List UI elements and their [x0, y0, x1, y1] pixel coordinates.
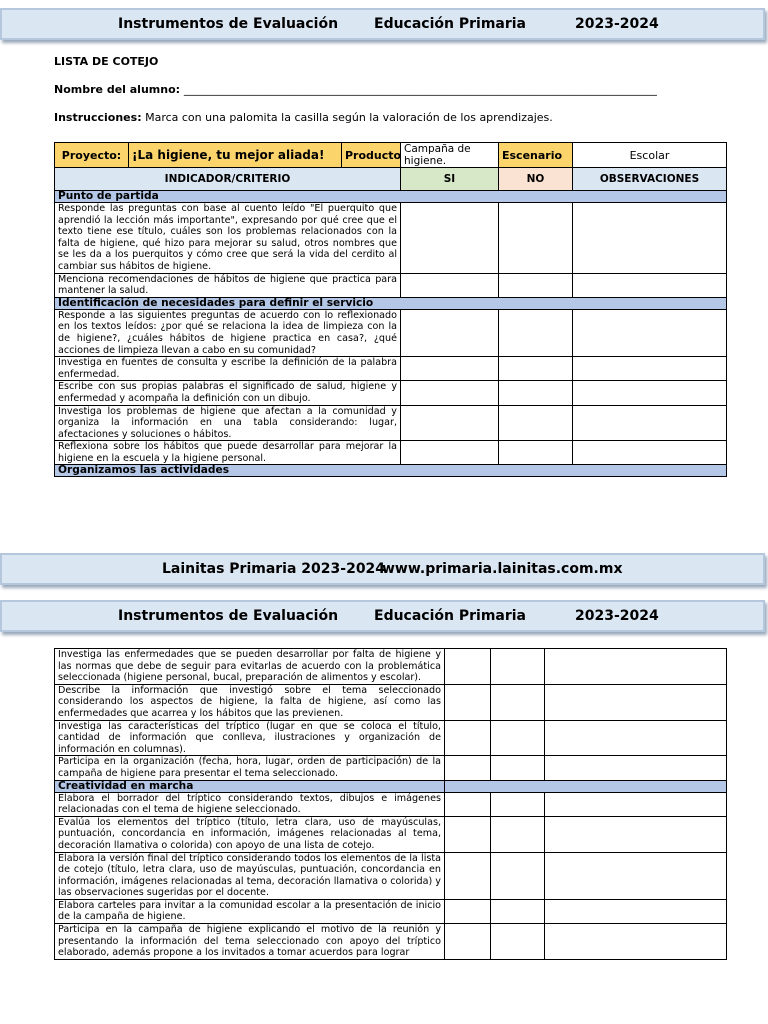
header-year: 2023-2024 — [575, 16, 659, 32]
table-row — [55, 924, 727, 960]
list-title: LISTA DE COTEJO — [54, 55, 159, 68]
si-cell[interactable] — [401, 273, 499, 297]
no-cell[interactable] — [491, 852, 545, 899]
si-cell[interactable] — [401, 357, 499, 381]
observations-cell[interactable] — [573, 203, 727, 274]
no-cell[interactable] — [491, 756, 545, 780]
indicator-cell: Investiga las enfermedades que se pueden desarrollar por falta de higiene y las normas que debe de seguir para evitarlas de acuerdo con la problemática seleccionada (higiene personal, bucal, preparación de alimentos y escolar). — [55, 649, 445, 685]
si-cell[interactable] — [445, 649, 491, 685]
no-cell[interactable] — [499, 381, 573, 405]
si-cell[interactable] — [401, 381, 499, 405]
observations-cell[interactable] — [545, 756, 727, 780]
header-title-2: Instrumentos de Evaluación — [118, 608, 339, 624]
table-row — [55, 899, 727, 923]
section-row — [55, 465, 727, 477]
student-name-blank: ______________________________________________________________________________________ — [183, 83, 657, 96]
indicator-cell: Elabora la versión final del tríptico considerando todos los elementos de la lista de cotejo (título, letra clara, uso de mayúsculas, puntuación, concordancia en información, imágenes relacionadas al tema, decoración llamativa o colorida) y las observaciones sugeridas por el docente. — [55, 852, 445, 899]
header-level: Educación Primaria — [374, 16, 527, 32]
table-row — [55, 792, 727, 816]
si-cell[interactable] — [445, 792, 491, 816]
producto-value: Campaña de higiene. — [401, 143, 499, 168]
table-row — [55, 357, 727, 381]
si-cell[interactable] — [401, 309, 499, 356]
si-cell[interactable] — [445, 899, 491, 923]
no-cell[interactable] — [491, 792, 545, 816]
column-header-row — [55, 168, 727, 191]
observations-cell[interactable] — [573, 405, 727, 441]
indicator-cell: Reflexiona sobre los hábitos que puede desarrollar para mejorar la higiene en la escuela y la higiene personal. — [55, 441, 401, 465]
indicator-cell: Menciona recomendaciones de hábitos de higiene que practica para mantener la salud. — [55, 273, 401, 297]
table-row — [55, 816, 727, 852]
indicator-cell: Participa en la organización (fecha, hora, lugar, orden de participación) de la campaña de higiene para presentar el tema seleccionado. — [55, 756, 445, 780]
col-si: SI — [401, 168, 499, 191]
no-cell[interactable] — [499, 273, 573, 297]
section-title: Organizamos las actividades — [55, 465, 727, 477]
no-cell[interactable] — [499, 441, 573, 465]
observations-cell[interactable] — [545, 684, 727, 720]
indicator-cell: Responde a las siguientes preguntas de acuerdo con lo reflexionado en los textos leídos: ¿por qué se relaciona la idea de limpieza con la de higiene?, ¿cuáles hábitos de higiene practica en casa?, ¿qué acciones de limpieza llevan a cabo en su comunidad? — [55, 309, 401, 356]
section-title: Creatividad en marcha — [55, 780, 445, 792]
proyecto-value: ¡La higiene, tu mejor aliada! — [129, 143, 342, 168]
observations-cell[interactable] — [545, 899, 727, 923]
instructions-label: Instrucciones: — [54, 111, 142, 124]
header-year-2: 2023-2024 — [575, 608, 659, 624]
header-level-2: Educación Primaria — [374, 608, 527, 624]
indicator-cell: Elabora carteles para invitar a la comunidad escolar a la presentación de inicio de la campaña de higiene. — [55, 899, 445, 923]
observations-cell[interactable] — [573, 273, 727, 297]
table-row — [55, 720, 727, 756]
table-row — [55, 273, 727, 297]
observations-cell[interactable] — [545, 792, 727, 816]
no-cell[interactable] — [491, 816, 545, 852]
student-name-line — [54, 83, 657, 96]
si-cell[interactable] — [401, 405, 499, 441]
si-cell[interactable] — [445, 852, 491, 899]
si-cell[interactable] — [445, 684, 491, 720]
section-title: Punto de partida — [55, 191, 727, 203]
table-row — [55, 756, 727, 780]
table-row — [55, 405, 727, 441]
instructions-text: Marca con una palomita la casilla según la valoración de los aprendizajes. — [141, 111, 553, 124]
table-row — [55, 852, 727, 899]
no-cell[interactable] — [491, 720, 545, 756]
col-no: NO — [499, 168, 573, 191]
indicator-cell: Responde las preguntas con base al cuento leído "El puerquito que aprendió la lección más importante", expresando por qué cree que el texto tiene ese título, cuáles son los problemas relacionados con la falta de higiene, qué hizo para mejorar su salud, otros nombres que se les da a los puerquitos y cómo cree que será la vida del cerdito al cambiar sus hábitos de higiene. — [55, 203, 401, 274]
escenario-label: Escenario — [499, 143, 573, 168]
col-indicator: INDICADOR/CRITERIO — [55, 168, 401, 191]
observations-cell[interactable] — [573, 381, 727, 405]
si-cell[interactable] — [445, 756, 491, 780]
observations-cell[interactable] — [545, 924, 727, 960]
page-header-banner-2 — [0, 600, 765, 632]
no-cell[interactable] — [491, 924, 545, 960]
table-row — [55, 684, 727, 720]
indicator-cell: Investiga los problemas de higiene que afectan a la comunidad y organiza la información en una tabla considerando: lugar, afectaciones y soluciones o hábitos. — [55, 405, 401, 441]
no-cell[interactable] — [499, 405, 573, 441]
indicator-cell: Evalúa los elementos del tríptico (título, letra clara, uso de mayúsculas, puntuación, concordancia en información, imágenes relacionadas al tema, decoración llamativa o colorida) con apoyo de una lista de cotejo. — [55, 816, 445, 852]
si-cell[interactable] — [445, 720, 491, 756]
checklist-table-page2 — [54, 648, 727, 960]
page-header-banner — [0, 8, 765, 40]
footer-url: www.primaria.lainitas.com.mx — [382, 561, 623, 577]
si-cell[interactable] — [401, 441, 499, 465]
table-row — [55, 381, 727, 405]
section-title: Identificación de necesidades para definir el servicio — [55, 297, 727, 309]
no-cell[interactable] — [499, 357, 573, 381]
table-row — [55, 649, 727, 685]
indicator-cell: Investiga en fuentes de consulta y escribe la definición de la palabra enfermedad. — [55, 357, 401, 381]
no-cell[interactable] — [491, 684, 545, 720]
observations-cell[interactable] — [545, 720, 727, 756]
si-cell[interactable] — [401, 203, 499, 274]
table-row — [55, 203, 727, 274]
no-cell[interactable] — [491, 649, 545, 685]
footer-site-name: Lainitas Primaria 2023-2024 — [162, 561, 386, 577]
no-cell[interactable] — [499, 309, 573, 356]
table-row — [55, 309, 727, 356]
indicator-cell: Describe la información que investigó sobre el tema seleccionado considerando los aspectos de higiene, la falta de higiene, así como las enfermedades que acarrea y los hábitos que las previenen. — [55, 684, 445, 720]
indicator-cell: Elabora el borrador del tríptico considerando textos, dibujos e imágenes relacionadas con el tema de higiene seleccionado. — [55, 792, 445, 816]
page-footer-banner — [0, 553, 765, 585]
indicator-cell: Participa en la campaña de higiene explicando el motivo de la reunión y presentando la información del tema seleccionado con apoyo del tríptico elaborado, además propone a los invitados a tomar acuerdos para lograr — [55, 924, 445, 960]
observations-cell[interactable] — [573, 309, 727, 356]
observations-cell[interactable] — [545, 816, 727, 852]
section-fill — [445, 780, 727, 792]
no-cell[interactable] — [491, 899, 545, 923]
instructions — [54, 111, 553, 124]
escenario-value: Escolar — [573, 143, 727, 168]
table-row — [55, 441, 727, 465]
proyecto-label: Proyecto: — [55, 143, 129, 168]
si-cell[interactable] — [445, 924, 491, 960]
checklist-table-page1 — [54, 142, 727, 477]
indicator-cell: Escribe con sus propias palabras el significado de salud, higiene y enfermedad y acompaña la definición con un dibujo. — [55, 381, 401, 405]
section-row — [55, 780, 727, 792]
section-row — [55, 191, 727, 203]
si-cell[interactable] — [445, 816, 491, 852]
project-row — [55, 143, 727, 168]
no-cell[interactable] — [499, 203, 573, 274]
col-observations: OBSERVACIONES — [573, 168, 727, 191]
section-row — [55, 297, 727, 309]
student-name-label: Nombre del alumno: — [54, 83, 184, 96]
producto-label: Producto — [342, 143, 401, 168]
indicator-cell: Investiga las características del tríptico (lugar en que se coloca el título, cantidad de información que conlleva, ilustraciones y organización de información en columnas). — [55, 720, 445, 756]
observations-cell[interactable] — [573, 441, 727, 465]
observations-cell[interactable] — [573, 357, 727, 381]
observations-cell[interactable] — [545, 852, 727, 899]
observations-cell[interactable] — [545, 649, 727, 685]
header-title: Instrumentos de Evaluación — [118, 16, 339, 32]
